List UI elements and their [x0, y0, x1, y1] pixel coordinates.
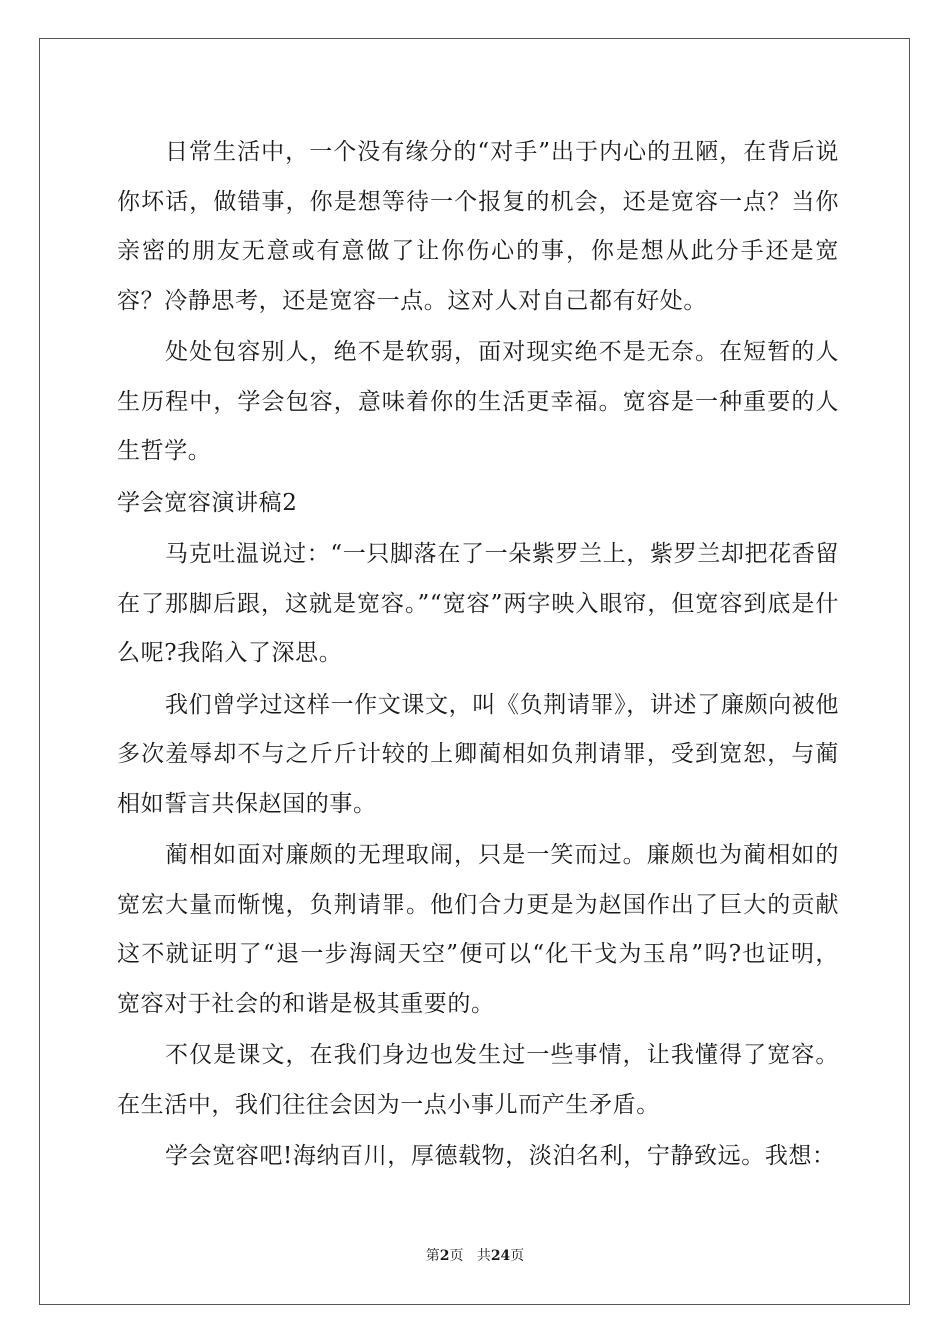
paragraph: 不仅是课文，在我们身边也发生过一些事情，让我懂得了宽容。在生活中，我们往往会因为一点小事儿而产生矛盾。: [117, 1042, 839, 1118]
paragraph: 日常生活中，一个没有缘分的“对手”出于内心的丑陋，在背后说你坏话，做错事，你是想等待一个报复的机会，还是宽容一点？当你亲密的朋友无意或有意做了让你伤心的事，你是想从此分手还是宽容？冷静思考，还是宽容一点。这对人对自己都有好处。: [117, 139, 839, 314]
document-body: [117, 128, 839, 1184]
page-suffix: 页: [449, 1248, 464, 1264]
section-heading: 学会宽容演讲稿2: [117, 489, 298, 516]
page-number: 2: [439, 1248, 450, 1264]
page-prefix: 第: [425, 1248, 440, 1264]
page-footer: [0, 1245, 950, 1265]
paragraph: 处处包容别人，绝不是软弱，面对现实绝不是无奈。在短暂的人生历程中，学会包容，意味着你的生活更幸福。宽容是一种重要的人生哲学。: [117, 339, 839, 464]
paragraph: 蔺相如面对廉颇的无理取闹，只是一笑而过。廉颇也为蔺相如的宽宏大量而惭愧，负荆请罪。他们合力更是为赵国作出了巨大的贡献这不就证明了“退一步海阔天空”便可以“化干戈为玉帛”吗?也证明，宽容对于社会的和谐是极其重要的。: [117, 842, 839, 1017]
total-prefix: 共: [476, 1248, 491, 1264]
total-suffix: 页: [510, 1248, 525, 1264]
paragraph: 我们曾学过这样一作文课文，叫《负荆请罪》，讲述了廉颇向被他多次羞辱却不与之斤斤计较的上卿蔺相如负荆请罪，受到宽恕，与蔺相如誓言共保赵国的事。: [117, 691, 839, 817]
paragraph: 学会宽容吧!海纳百川，厚德载物，淡泊名利，宁静致远。我想：: [165, 1143, 836, 1169]
paragraph: 马克吐温说过：“一只脚落在了一朵紫罗兰上，紫罗兰却把花香留在了那脚后跟，这就是宽容。”“宽容”两字映入眼帘，但宽容到底是什么呢?我陷入了深思。: [117, 541, 839, 666]
total-pages: 24: [490, 1248, 511, 1264]
